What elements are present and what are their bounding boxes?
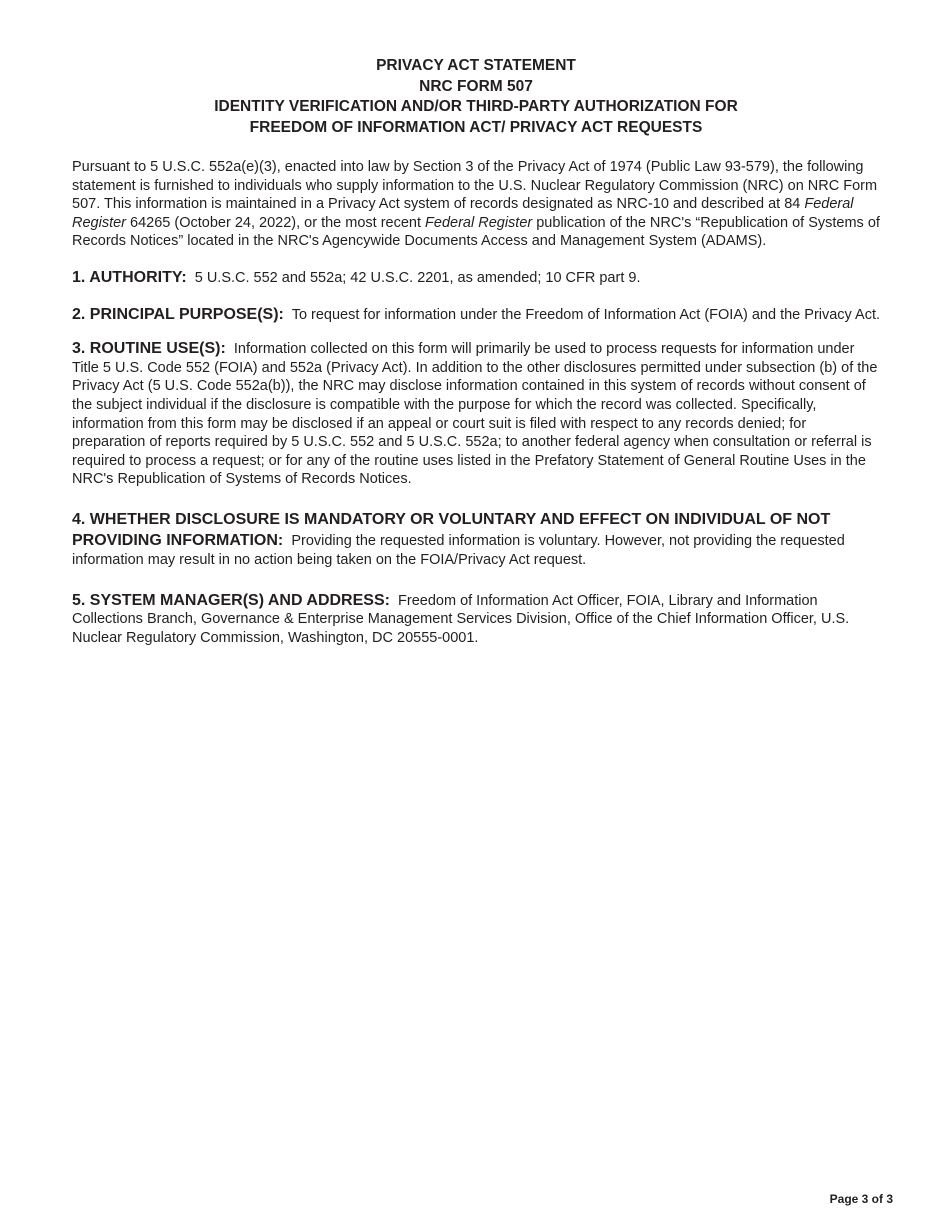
section-heading: 2. PRINCIPAL PURPOSE(S):	[72, 305, 284, 323]
document-page	[72, 56, 880, 647]
header-title: PRIVACY ACT STATEMENT	[376, 57, 576, 74]
intro-paragraph	[72, 158, 880, 251]
federal-register-ref-2: Federal Register	[425, 214, 533, 231]
intro-text-3: publication of the NRC's “Republication of Systems of Records Notices” located in the NRC's Agencywide Documents Access and Management System (ADAMS).	[72, 214, 880, 250]
section-system-manager	[72, 592, 880, 648]
federal-register-ref-1: Federal Register	[72, 196, 854, 231]
section-heading: 1. AUTHORITY:	[72, 268, 187, 286]
page-number: Page 3 of 3	[829, 1192, 893, 1206]
section-heading: 3. ROUTINE USE(S):	[72, 340, 226, 358]
section-body: 5 U.S.C. 552 and 552a; 42 U.S.C. 2201, as amended; 10 CFR part 9.	[194, 269, 641, 286]
section-body: To request for information under the Freedom of Information Act (FOIA) and the Privacy Act.	[291, 306, 881, 323]
intro-text-1: Pursuant to 5 U.S.C. 552a(e)(3), enacted into law by Section 3 of the Privacy Act of 1974 (Public Law 93-579), the following statement is furnished to individuals who supply information to the U.S. Nuclear Regulatory Commission (NRC) on NRC Form 507. This information is maintained in a Privacy Act system of records designated as NRC-10 and described at 84	[72, 159, 878, 213]
section-body: Freedom of Information Act Officer, FOIA, Library and Information Collections Branch, Governance & Enterprise Management Services Division, Office of the Chief Information Officer, U.S. Nuclear Regulatory Commission, Washington, DC 20555-0001.	[72, 592, 850, 646]
section-authority	[72, 269, 880, 288]
section-heading: 5. SYSTEM MANAGER(S) AND ADDRESS:	[72, 591, 390, 609]
section-heading: 4. WHETHER DISCLOSURE IS MANDATORY OR VOLUNTARY AND EFFECT ON INDIVIDUAL OF NOT PROVIDING INFORMATION:	[72, 510, 831, 549]
section-principal-purpose	[72, 306, 880, 325]
intro-text-2: 64265 (October 24, 2022), or the most recent	[126, 214, 426, 231]
header-form-number: NRC FORM 507	[419, 77, 533, 95]
section-body: Information collected on this form will primarily be used to process requests for information under Title 5 U.S. Code 552 (FOIA) and 552a (Privacy Act). In addition to the other disclosures permitted under subsection (b) of the Privacy Act (5 U.S. Code 552a(b)), the NRC may disclose information contained in this system of records without consent of the subject individual if the disclosure is compatible with the purpose for which the record was collected. Specifically, information from this form may be disclosed if an appeal or court suit is filed with respect to any records denied; for preparation of reports required by 5 U.S.C. 552 and 5 U.S.C. 552a; to another federal agency when consultation or referral is required to process a request; or for any of the routine uses listed in the Prefatory Statement of General Routine Uses in the NRC's Republication of Systems of Records Notices.	[72, 341, 878, 488]
header-subtitle-2: FREEDOM OF INFORMATION ACT/ PRIVACY ACT REQUESTS	[249, 118, 703, 136]
header-subtitle-1: IDENTITY VERIFICATION AND/OR THIRD-PARTY AUTHORIZATION FOR	[214, 98, 738, 115]
section-body: Providing the requested information is voluntary. However, not providing the requested information may result in no action being taken on the FOIA/Privacy Act request.	[72, 532, 845, 568]
section-disclosure	[72, 509, 880, 570]
section-routine-use	[72, 340, 880, 489]
document-header	[72, 56, 880, 138]
